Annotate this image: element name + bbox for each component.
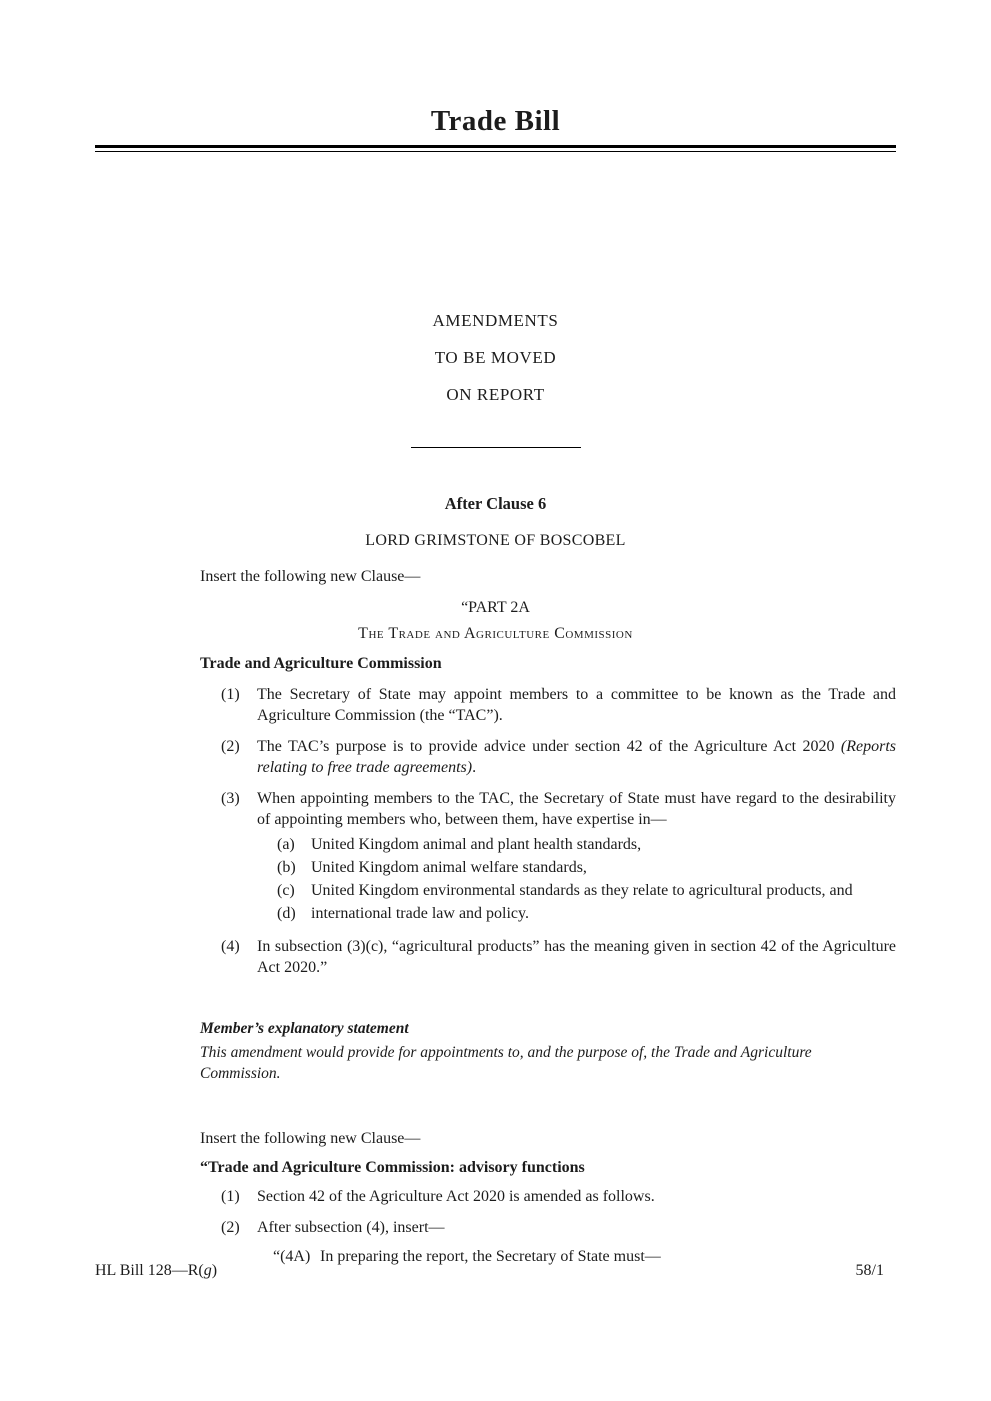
footer-bill-number-text: ): [211, 1262, 218, 1279]
page-title: Trade Bill: [430, 105, 561, 137]
sub-item-c: [277, 880, 896, 901]
heading-line-amendments: AMENDMENTS: [432, 311, 559, 330]
clause-item-3: [221, 788, 896, 924]
clause-title-tac: Trade and Agriculture Commission: [200, 655, 442, 672]
page-footer: [95, 1262, 884, 1280]
item-text-normal: .: [472, 759, 477, 776]
item-text-italic: (Reports relating to free trade agreements): [257, 738, 896, 776]
clause-item-2: [221, 1217, 896, 1267]
amendment1-instruction: Insert the following new Clause—: [200, 568, 421, 585]
mover-name: LORD GRIMSTONE OF BOSCOBEL: [365, 532, 626, 549]
sub-item-text: United Kingdom animal and plant health standards,: [311, 836, 642, 853]
item-number: (1): [221, 1188, 240, 1205]
sub-item-number: (c): [277, 882, 295, 899]
part-heading: “PART 2A: [461, 599, 530, 616]
clause-items: [221, 684, 896, 978]
item-number: (4): [221, 938, 240, 955]
item-text-lead: After subsection (4), insert—: [257, 1219, 445, 1236]
item-number: (2): [221, 738, 240, 755]
title-double-rule: [95, 145, 896, 152]
item-text-normal: The TAC’s purpose is to provide advice under section 42 of the Agriculture Act 2020: [257, 738, 841, 755]
item-text: [257, 736, 896, 778]
explanatory-text: This amendment would provide for appointments to, and the purpose of, the Trade and Agriculture Commission.: [200, 1044, 812, 1082]
item-number: (1): [221, 686, 240, 703]
sub-item-d: [277, 903, 896, 924]
section-divider-rule: [411, 447, 581, 448]
sub-item-b: [277, 857, 896, 878]
sub-item-text: United Kingdom animal welfare standards,: [311, 859, 587, 876]
part-subheading: The Trade and Agriculture Commission: [358, 625, 633, 642]
footer-bill-number: [95, 1262, 217, 1280]
clause-item-4: [221, 936, 896, 978]
explanatory-heading: Member’s explanatory statement: [200, 1020, 409, 1037]
item-text: [257, 788, 896, 924]
item-text: Section 42 of the Agriculture Act 2020 is amended as follows.: [257, 1188, 655, 1205]
item-number: (3): [221, 790, 240, 807]
heading-line-to-be-moved: TO BE MOVED: [434, 348, 557, 367]
sub-item-number: (a): [277, 836, 295, 853]
sub-item-a: [277, 834, 896, 855]
clause-item-1: [221, 684, 896, 726]
footer-bill-number-italic: g: [203, 1262, 212, 1279]
clause-title-advisory: “Trade and Agriculture Commission: advisory functions: [200, 1159, 585, 1176]
sub-item-text: United Kingdom environmental standards as they relate to agricultural products, and: [311, 882, 853, 899]
clause-items: [221, 1186, 896, 1267]
quoted-subsection-text: In preparing the report, the Secretary of State must—: [320, 1248, 661, 1265]
item-number: (2): [221, 1219, 240, 1236]
clause-item-1: [221, 1186, 896, 1207]
sub-item-number: (d): [277, 905, 296, 922]
item-text: In subsection (3)(c), “agricultural products” has the meaning given in section 42 of the Agriculture Act 2020.”: [257, 938, 896, 976]
footer-session-number: 58/1: [855, 1262, 884, 1279]
sub-item-text: international trade law and policy.: [311, 905, 529, 922]
second-amendment: [95, 1128, 896, 1267]
item-text-lead: When appointing members to the TAC, the Secretary of State must have regard to the desirability of appointing members who, between them, have expertise in—: [257, 790, 896, 828]
item-text: The Secretary of State may appoint members to a committee to be known as the Trade and Agriculture Commission (the “TAC”).: [257, 686, 896, 724]
explanatory-statement: [200, 1018, 896, 1084]
footer-bill-number-text: HL Bill 128—R(: [95, 1262, 204, 1279]
amendments-heading-block: [95, 310, 896, 405]
heading-line-on-report: ON REPORT: [446, 385, 545, 404]
item-text: [257, 1217, 896, 1267]
sub-items: [277, 834, 896, 924]
sub-item-number: (b): [277, 859, 296, 876]
quoted-subsection-number: “(4A): [273, 1248, 311, 1265]
amendment2-instruction: Insert the following new Clause—: [200, 1130, 421, 1147]
place-heading: After Clause 6: [444, 494, 547, 513]
clause-item-2: [221, 736, 896, 778]
page-content: [0, 105, 991, 1267]
